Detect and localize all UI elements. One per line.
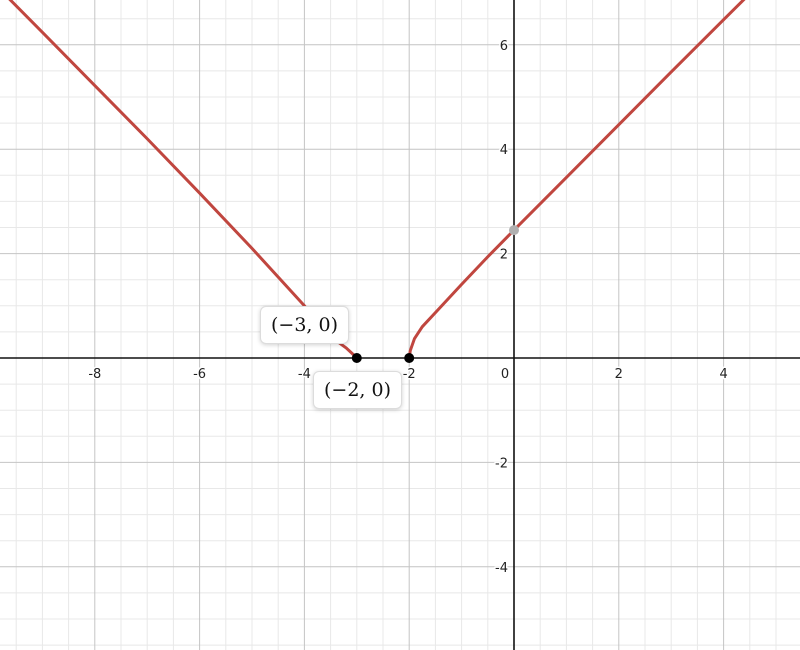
y-tick-label: -4 [495,560,508,576]
x-tick-label: -4 [297,367,311,382]
point-marker [404,353,414,363]
x-tick-label: -2 [402,367,416,382]
x-tick-label: 0 [500,367,510,382]
curve-branch-2 [409,0,750,358]
y-tick-label: -2 [495,456,508,472]
x-tick-label: -8 [88,367,102,382]
x-tick-label: 2 [614,367,623,382]
y-tick-label: 2 [499,247,508,263]
curve-branch-1 [0,0,356,358]
x-tick-label: -6 [193,367,207,382]
point-label-neg2: (−2, 0) [313,371,402,409]
point-marker [509,225,519,235]
point-label-neg3: (−3, 0) [260,306,349,344]
point-marker [352,353,362,363]
x-tick-label: 4 [719,367,728,382]
y-tick-label: 6 [499,38,508,54]
y-tick-label: 4 [499,143,508,159]
